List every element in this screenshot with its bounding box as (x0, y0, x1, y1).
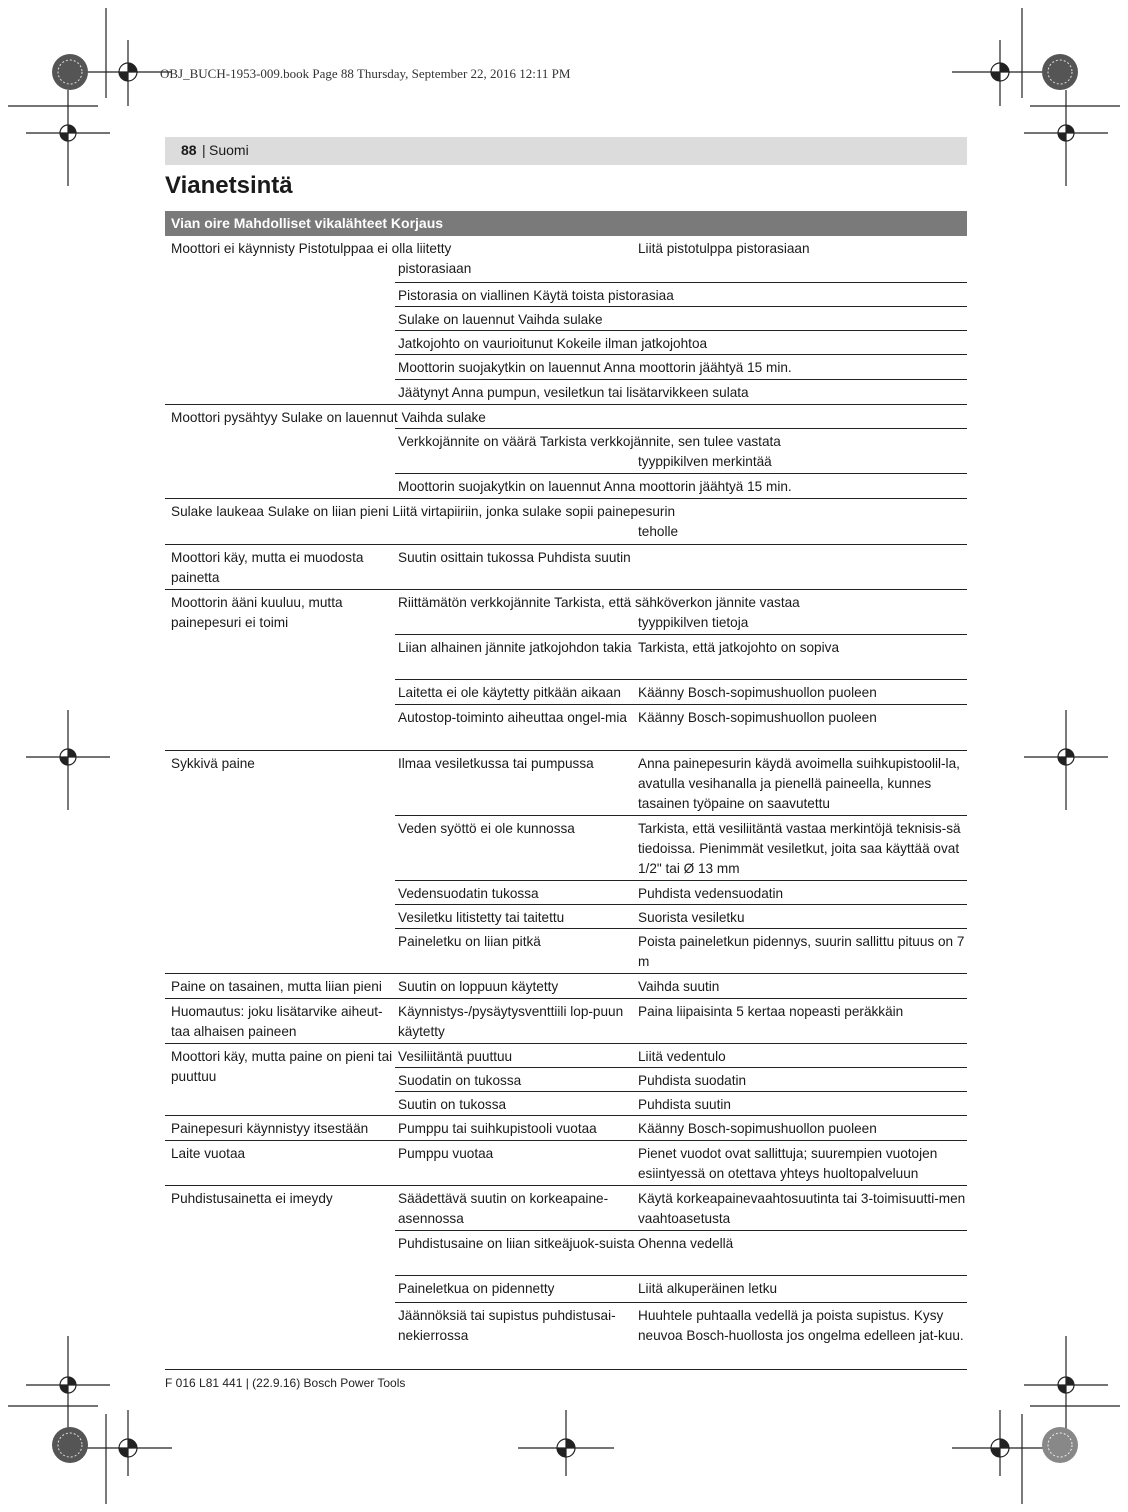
cause-cell: Jäännöksiä tai supistus puhdistusai-nekierrossa (398, 1308, 616, 1343)
cause-cell: Suodatin on tukossa (398, 1073, 522, 1088)
cause-cell: Käynnistys-/pysäytysventtiili lop-puun käytetty (398, 1004, 624, 1039)
fix-cell: Anna painepesurin käydä avoimella suihkupistoolil-la, avatulla vesihanalla ja pienellä paineella, kunnes tasainen työpaine on saavutettu (638, 756, 960, 811)
fix-cell: Käänny Bosch-sopimushuollon puoleen (638, 685, 877, 700)
fix-cell: Paina liipaisinta 5 kertaa nopeasti peräkkäin (638, 1004, 904, 1019)
page-language: Suomi (209, 142, 249, 158)
symptom-cell: Sykkivä paine (171, 756, 255, 771)
table-row (395, 751, 967, 815)
table-row (395, 634, 967, 679)
page-header-bar (165, 137, 967, 165)
table-row (395, 282, 967, 306)
cause-cell: Vesiletku litistetty tai taitettu (398, 910, 565, 925)
table-row (395, 330, 967, 354)
table-group (165, 974, 967, 999)
table-row (395, 1091, 967, 1115)
cause-cell: Laitetta ei ole käytetty pitkään aikaan (398, 685, 621, 700)
table-group (165, 999, 967, 1044)
symptom-cell: Paine on tasainen, mutta liian pieni (171, 979, 382, 994)
cause-cell: Vedensuodatin tukossa (398, 886, 539, 901)
cause-fix-cell: Jatkojohto on vaurioitunut Kokeile ilman jatkojohtoa (398, 336, 708, 351)
table-group (165, 236, 967, 405)
symptom-cell: Laite vuotaa (171, 1146, 246, 1161)
table-row (395, 679, 967, 704)
fix-cell: Käänny Bosch-sopimushuollon puoleen (638, 710, 877, 725)
table-row (395, 880, 967, 904)
table-row (395, 704, 967, 750)
table-group (165, 1044, 967, 1116)
table-row (395, 590, 967, 634)
cause-cell: Suutin on loppuun käytetty (398, 979, 559, 994)
table-row (395, 1044, 967, 1067)
fix-cell: Suorista vesiletku (638, 910, 745, 925)
table-row (395, 236, 967, 282)
table-row (395, 473, 967, 498)
cause-cell: Veden syöttö ei ole kunnossa (398, 821, 575, 836)
cause-fix-cell: Moottorin suojakytkin on lauennut Anna moottorin jäähtyä 15 min. (398, 479, 792, 494)
fix-cell: Huuhtele puhtaalla vedellä ja poista supistus. Kysy neuvoa Bosch-huollosta jos ongelma edelleen jat-kuu. (638, 1308, 964, 1343)
fix-cell: Puhdista vedensuodatin (638, 886, 784, 901)
page-footer: F 016 L81 441 | (22.9.16) Bosch Power Tools (165, 1376, 406, 1390)
table-row (395, 815, 967, 880)
table-row (395, 1230, 967, 1275)
fix-cell: Tarkista, että jatkojohto on sopiva (638, 640, 839, 655)
symptom-cell: Moottori käy, mutta ei muodosta painetta (171, 550, 364, 585)
fix-cell: Tarkista, että vesiliitäntä vastaa merkintöjä teknisis-sä tiedoissa. Pienimmät vesiletkut, joita saa käyttää ovat 1/2" tai Ø 13 mm (638, 821, 961, 876)
symptom-cell: Huomautus: joku lisätarvike aiheut-taa alhaisen paineen (171, 1004, 383, 1039)
fix-cell: Pienet vuodot ovat sallittuja; suurempien vuotojen esiintyessä on otettava yhteys huoltopalveluun (638, 1146, 938, 1181)
symptom-cell: Moottorin ääni kuuluu, mutta painepesuri ei toimi (171, 595, 343, 630)
table-row (395, 354, 967, 379)
table-row (395, 904, 967, 928)
fix-cell: Liitä alkuperäinen letku (638, 1281, 778, 1296)
cause-cell: Liian alhainen jännite jatkojohdon takia (398, 640, 632, 655)
cause-fix-cell: Moottorin suojakytkin on lauennut Anna moottorin jäähtyä 15 min. (398, 360, 792, 375)
cause-fix-cell: Sulake on lauennut Vaihda sulake (398, 312, 603, 327)
fix-cell: Puhdista suodatin (638, 1073, 747, 1088)
table-row (395, 1275, 967, 1302)
table-group (165, 405, 967, 499)
cause-cell: Suutin on tukossa (398, 1097, 507, 1112)
cause-fix-cell: Suutin osittain tukossa Puhdista suutin (398, 550, 631, 565)
symptom-cell: Sulake laukeaa Sulake on liian pieni Liitä virtapiiriin, jonka sulake sopii painepesurin (171, 504, 676, 519)
table-group (165, 1116, 967, 1141)
cause-cell: Pumppu vuotaa (398, 1146, 494, 1161)
fix-cell: Poista paineletkun pidennys, suurin sallittu pituus on 7 m (638, 934, 965, 969)
cause-cell: Pumppu tai suihkupistooli vuotaa (398, 1121, 597, 1136)
table-group (165, 1141, 967, 1186)
cause-cell: Paineletku on liian pitkä (398, 934, 541, 949)
cause-fix-cell: Jäätynyt Anna pumpun, vesiletkun tai lisätarvikkeen sulata (398, 385, 749, 400)
fix-cell: Ohenna vedellä (638, 1236, 734, 1251)
symptom-cell: Moottori pysähtyy Sulake on lauennut Vaihda sulake (171, 410, 486, 425)
symptom-cell: Moottori käy, mutta paine on pieni tai puuttuu (171, 1049, 393, 1084)
print-header: OBJ_BUCH-1953-009.book Page 88 Thursday, September 22, 2016 12:11 PM (160, 66, 571, 81)
table-row (395, 1302, 967, 1369)
cause-cell: Paineletkua on pidennetty (398, 1281, 555, 1296)
table-row (395, 428, 967, 473)
fix-cell: Puhdista suutin (638, 1097, 731, 1112)
fix-cell: Liitä vedentulo (638, 1049, 726, 1064)
table-row (395, 928, 967, 973)
cause-cell: Puhdistusaine on liian sitkeäjuok-suista (398, 1236, 635, 1251)
troubleshooting-table (165, 211, 967, 1370)
table-group (165, 1186, 967, 1370)
cause-fix-cell: Verkkojännite on väärä Tarkista verkkojännite, sen tulee vastata (398, 434, 781, 449)
cause-cell: pistorasiaan (398, 261, 472, 276)
table-group (165, 545, 967, 590)
table-header: Vian oire Mahdolliset vikalähteet Korjaus (165, 211, 967, 236)
fix-cell: Käytä korkeapainevaahtosuutinta tai 3-toimisuutti-men vaahtoasetusta (638, 1191, 966, 1226)
table-group (165, 751, 967, 974)
fix-cell: teholle (638, 524, 679, 539)
fix-cell: Vaihda suutin (638, 979, 720, 994)
fix-cell: tyyppikilven tietoja (638, 615, 749, 630)
fix-cell: tyyppikilven merkintää (638, 454, 772, 469)
table-row (395, 1067, 967, 1091)
table-row (395, 1186, 967, 1230)
cause-cell: Autostop-toiminto aiheuttaa ongel-mia (398, 710, 627, 725)
cause-cell: Ilmaa vesiletkussa tai pumpussa (398, 756, 594, 771)
cause-cell: Vesiliitäntä puuttuu (398, 1049, 513, 1064)
symptom-cell: Painepesuri käynnistyy itsestään (171, 1121, 369, 1136)
fix-cell: Käänny Bosch-sopimushuollon puoleen (638, 1121, 877, 1136)
section-title: Vianetsintä (165, 172, 293, 199)
table-group (165, 499, 967, 545)
page-number: 88 (181, 142, 197, 158)
table-row (395, 306, 967, 330)
cause-fix-cell: Pistorasia on viallinen Käytä toista pistorasiaa (398, 288, 674, 303)
cause-fix-cell: Riittämätön verkkojännite Tarkista, että sähköverkon jännite vastaa (398, 595, 800, 610)
symptom-cell: Moottori ei käynnisty Pistotulppaa ei olla liitetty (171, 241, 452, 256)
symptom-cell: Puhdistusainetta ei imeydy (171, 1191, 333, 1206)
cause-cell: Säädettävä suutin on korkeapaine-asennossa (398, 1191, 609, 1226)
table-row (395, 379, 967, 404)
page-separator: | (202, 142, 206, 158)
fix-cell: Liitä pistotulppa pistorasiaan (638, 241, 810, 256)
table-group (165, 590, 967, 751)
